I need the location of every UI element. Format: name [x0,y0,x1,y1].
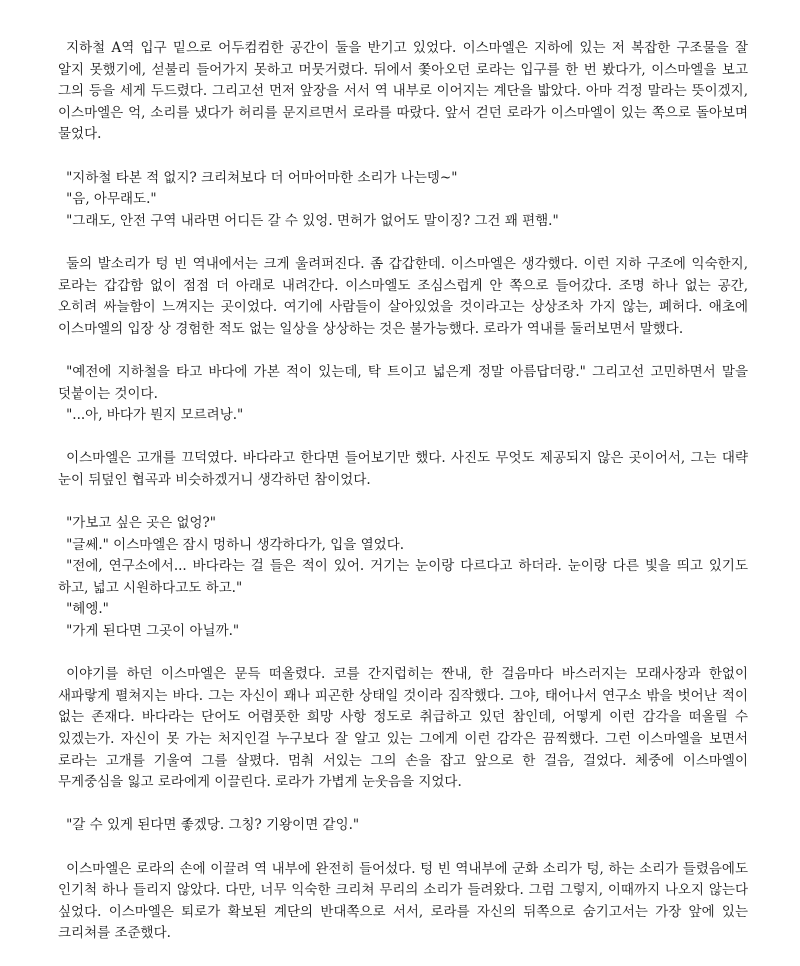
dialogue-line: "가보고 싶은 곳은 없엉?" [66,515,216,532]
paragraph-gap [58,146,748,168]
paragraph-gap [58,794,748,816]
dialogue-line: "그래도, 안전 구역 내라면 어디든 갈 수 있엉. 면허가 없어도 말이징? 그건 꽤 편햄." [66,212,559,229]
dialogue-line: "글쎄." 이스마엘은 잠시 멍하니 생각하다가, 입을 열었다. [66,536,405,553]
paragraph-1: 지하철 A역 입구 밑으로 어두컴컴한 공간이 둘을 반기고 있었다. 이스마엘은 지하에 있는 저 복잡한 구조물을 잘 알지 못했기에, 섣불리 들어가지 못하고 머뭇거렸다. 뒤에서 쫓아오던 로라는 입구를 한 번 봤다가, 이스마엘을 보고 그의 등을 세게 두드렸다. 그리고선 먼저 앞장을 서서 역 내부로 이어지는 계단을 밟았다. 아마 걱정 말라는 뜻이겠지, 이스마엘은 억, 소리를 냈다가 허리를 문지르면서 로라를 따랐다. 앞서 걷던 로라가 이스마엘이 있는 쪽으로 돌아보며 물었다. [58,40,748,143]
paragraph-2: 둘의 발소리가 텅 빈 역내에서는 크게 울려퍼진다. 좀 갑갑한데. 이스마엘은 생각했다. 이런 지하 구조에 익숙한지, 로라는 갑갑함 없이 점점 더 아래로 내려간다. 이스마엘도 조심스럽게 안 쪽으로 들어갔다. 조명 하나 없는 공간, 오히려 싸늘함이 느껴지는 곳이었다. 여기에 사람들이 살아있었을 것이라고는 상상조차 가지 않는, 폐허다. 애초에 이스마엘의 입장 상 경험한 적도 없는 일상을 상상하는 것은 불가능했다. 로라가 역내를 둘러보면서 말했다. [58,255,748,337]
dialogue-line: "갈 수 있게 된다면 좋겠당. 그칭? 기왕이면 같잉." [66,817,360,834]
paragraph-gap [58,427,748,449]
dialogue-block-1 [58,168,748,233]
dialogue-line: "음, 아무래도." [66,191,157,208]
dialogue-line: "헤엥." [66,601,109,618]
paragraph-4: 이야기를 하던 이스마엘은 문득 떠올렸다. 코를 간지럽히는 짠내, 한 걸음마다 바스러지는 모래사장과 한없이 새파랗게 펼쳐지는 바다. 그는 자신이 꽤나 피곤한 상태일 것이라 짐작했다. 그야, 태어나서 연구소 밖을 벗어난 적이 없는 존재다. 바다라는 단어도 어렴풋한 희망 사항 정도로 취급하고 있던 참인데, 어떻게 이런 감각을 떠올릴 수 있겠는가. 자신이 못 가는 처지인걸 누구보다 잘 알고 있는 그에게 이런 감각은 끔찍했다. 그런 이스마엘을 보면서 로라는 고개를 기울여 그를 살폈다. 멈춰 서있는 그의 손을 잡고 앞으로 한 걸음, 걸었다. 체중에 이스마엘이 무게중심을 잃고 로라에게 이끌린다. 로라가 가볍게 눈웃음을 지었다. [58,666,748,791]
paragraph-gap [58,340,748,362]
paragraph-gap [58,643,748,665]
dialogue-block-4 [58,815,748,837]
paragraph-gap [58,837,748,859]
dialogue-line: "예전에 지하철을 타고 바다에 가본 적이 있는데, 탁 트이고 넓은게 정말 아름답더랑." 그리고선 고민하면서 말을 덧붙이는 것이다. [58,363,748,402]
paragraph-3: 이스마엘은 고개를 끄덕였다. 바다라고 한다면 들어보기만 했다. 사진도 무엇도 제공되지 않은 곳이어서, 그는 대략 눈이 뒤덮인 협곡과 비슷하겠거니 생각하던 참이었다. [58,450,748,488]
dialogue-line: "전에, 연구소에서... 바다라는 걸 들은 적이 있어. 거기는 눈이랑 다르다고 하더라. 눈이랑 다른 빛을 띄고 있기도 하고, 넓고 시원하다고도 하고." [58,558,748,596]
dialogue-block-2 [58,362,748,427]
paragraph-gap [58,232,748,254]
dialogue-line: "지하철 타본 적 없지? 크리쳐보다 더 어마어마한 소리가 나는뎅~" [66,169,458,186]
dialogue-line: "...아, 바다가 뭔지 모르려낭." [66,407,244,424]
paragraph-gap [58,491,748,513]
story-page [58,38,748,945]
dialogue-block-3 [58,513,748,643]
dialogue-line: "가게 된다면 그곳이 아닐까." [66,623,240,640]
paragraph-5: 이스마엘은 로라의 손에 이끌려 역 내부에 완전히 들어섰다. 텅 빈 역내부에 군화 소리가 텅, 하는 소리가 들렸음에도 인기척 하나 들리지 않았다. 다만, 너무 익숙한 크리쳐 무리의 소리가 들려왔다. 그럼 그렇지, 이때까지 나오지 않는다 싶었다. 이스마엘은 퇴로가 확보된 계단의 반대쪽으로 서서, 로라를 자신의 뒤쪽으로 숨기고서는 가장 앞에 있는 크리쳐를 조준했다. [58,860,748,942]
